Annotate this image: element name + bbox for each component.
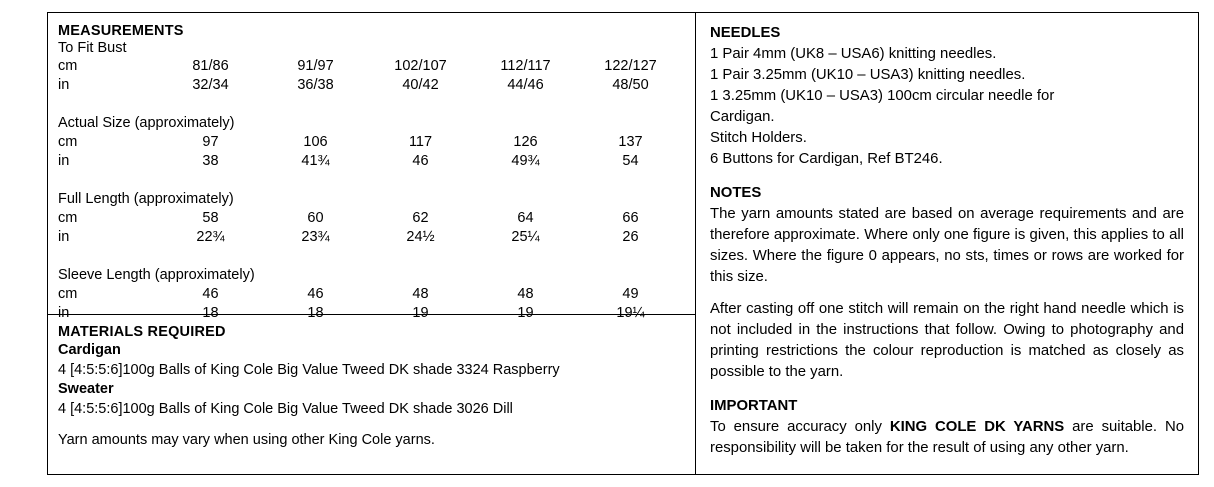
left-column <box>48 13 696 474</box>
cell: 24½ <box>406 229 435 245</box>
cell: 18 <box>202 305 219 321</box>
group-title: Full Length (approximately) <box>58 191 234 207</box>
table-row <box>58 58 683 77</box>
cell: 58 <box>202 210 219 226</box>
needles-line: Cardigan. <box>710 109 775 125</box>
cell: 54 <box>622 153 639 169</box>
cell: 49 <box>622 286 639 302</box>
cell: 117 <box>408 134 433 150</box>
cell: 22¾ <box>196 229 225 245</box>
cell: 112/117 <box>500 58 551 74</box>
notes-heading: NOTES <box>710 185 762 201</box>
cell: 46 <box>202 286 219 302</box>
important-text <box>710 417 1184 459</box>
important-heading: IMPORTANT <box>710 398 798 414</box>
row-label: cm <box>58 286 78 302</box>
group-title: Actual Size (approximately) <box>58 115 235 131</box>
spacer <box>58 172 683 191</box>
group-title: Sleeve Length (approximately) <box>58 267 255 283</box>
needles-heading: NEEDLES <box>710 25 781 41</box>
cell: 46 <box>412 153 429 169</box>
table-row <box>58 210 683 229</box>
cell: 23¾ <box>301 229 330 245</box>
spacer <box>58 419 683 431</box>
cell: 19 <box>412 305 429 321</box>
group-title-row <box>58 115 683 134</box>
cardigan-text: 4 [4:5:5:6]100g Balls of King Cole Big Value Tweed DK shade 3324 Raspberry <box>58 361 560 378</box>
table-row <box>58 229 683 248</box>
pattern-frame <box>47 12 1199 475</box>
cell: 44/46 <box>507 77 544 93</box>
important-text-before: To ensure accuracy only <box>710 419 890 435</box>
spacer <box>58 96 683 115</box>
row-label: cm <box>58 134 78 150</box>
row-label: cm <box>58 58 78 74</box>
important-emphasis: KING COLE DK YARNS <box>889 419 1065 435</box>
cell: 60 <box>307 210 324 226</box>
notes-paragraph-1: The yarn amounts stated are based on average requirements and are therefore approximate. Where only one figure is given, this applies to all sizes. Where the figure 0 appears, no sts, times or rows are worked for this size. <box>710 206 1184 285</box>
row-label: cm <box>58 210 78 226</box>
cell: 126 <box>513 134 538 150</box>
table-row <box>58 153 683 172</box>
row-label: in <box>58 77 70 93</box>
notes-paragraph-2: After casting off one stitch will remain on the right hand needle which is not included in the instructions that follow. Owing to photography and printing restrictions the colour reproduction is matched as closely as possible to the yarn. <box>710 301 1184 380</box>
table-row <box>58 286 683 305</box>
sweater-label: Sweater <box>58 381 114 397</box>
needles-line: 1 Pair 4mm (UK8 – USA6) knitting needles. <box>710 46 997 62</box>
important-text-after: are suitable. No responsibility will be taken for the result of using any other yarn. <box>710 419 1184 456</box>
row-label: in <box>58 229 70 245</box>
to-fit-bust-table <box>58 58 683 324</box>
measurements-heading: MEASUREMENTS <box>58 23 184 39</box>
cell: 48 <box>412 286 429 302</box>
cell: 26 <box>622 229 639 245</box>
cell: 122/127 <box>604 58 657 74</box>
cell: 48/50 <box>612 77 649 93</box>
cell: 19 <box>517 305 534 321</box>
cell: 25¼ <box>511 229 540 245</box>
measurements-section <box>48 13 695 321</box>
cell: 81/86 <box>192 58 229 74</box>
cell: 19¼ <box>616 305 645 321</box>
spacer <box>58 248 683 267</box>
cell: 66 <box>622 210 639 226</box>
table-row <box>58 77 683 96</box>
cell: 36/38 <box>297 77 334 93</box>
needles-line: 6 Buttons for Cardigan, Ref BT246. <box>710 151 943 167</box>
cell: 32/34 <box>192 77 229 93</box>
cell: 48 <box>517 286 534 302</box>
needles-line: Stitch Holders. <box>710 130 807 146</box>
cell: 91/97 <box>297 58 334 74</box>
cell: 38 <box>202 153 219 169</box>
materials-heading: MATERIALS REQUIRED <box>58 324 226 340</box>
group-title-row <box>58 191 683 210</box>
needles-line: 1 Pair 3.25mm (UK10 – USA3) knitting needles. <box>710 67 1026 83</box>
sweater-text: 4 [4:5:5:6]100g Balls of King Cole Big Value Tweed DK shade 3026 Dill <box>58 400 513 417</box>
cell: 41¾ <box>301 153 330 169</box>
row-label: in <box>58 305 70 321</box>
cell: 46 <box>307 286 324 302</box>
cell: 102/107 <box>394 58 447 74</box>
table-row <box>58 134 683 153</box>
cardigan-label: Cardigan <box>58 342 121 358</box>
cell: 49¾ <box>511 153 540 169</box>
cell: 40/42 <box>402 77 439 93</box>
group-title-row <box>58 267 683 286</box>
cell: 62 <box>412 210 429 226</box>
right-column <box>696 13 1198 474</box>
cell: 106 <box>303 134 328 150</box>
row-label: in <box>58 153 70 169</box>
cell: 64 <box>517 210 534 226</box>
cell: 97 <box>202 134 219 150</box>
cell: 18 <box>307 305 324 321</box>
yarn-note: Yarn amounts may vary when using other King Cole yarns. <box>58 432 435 448</box>
materials-section <box>48 315 695 474</box>
cell: 137 <box>618 134 643 150</box>
to-fit-bust-label: To Fit Bust <box>58 40 127 56</box>
needles-line: 1 3.25mm (UK10 – USA3) 100cm circular needle for <box>710 88 1055 104</box>
